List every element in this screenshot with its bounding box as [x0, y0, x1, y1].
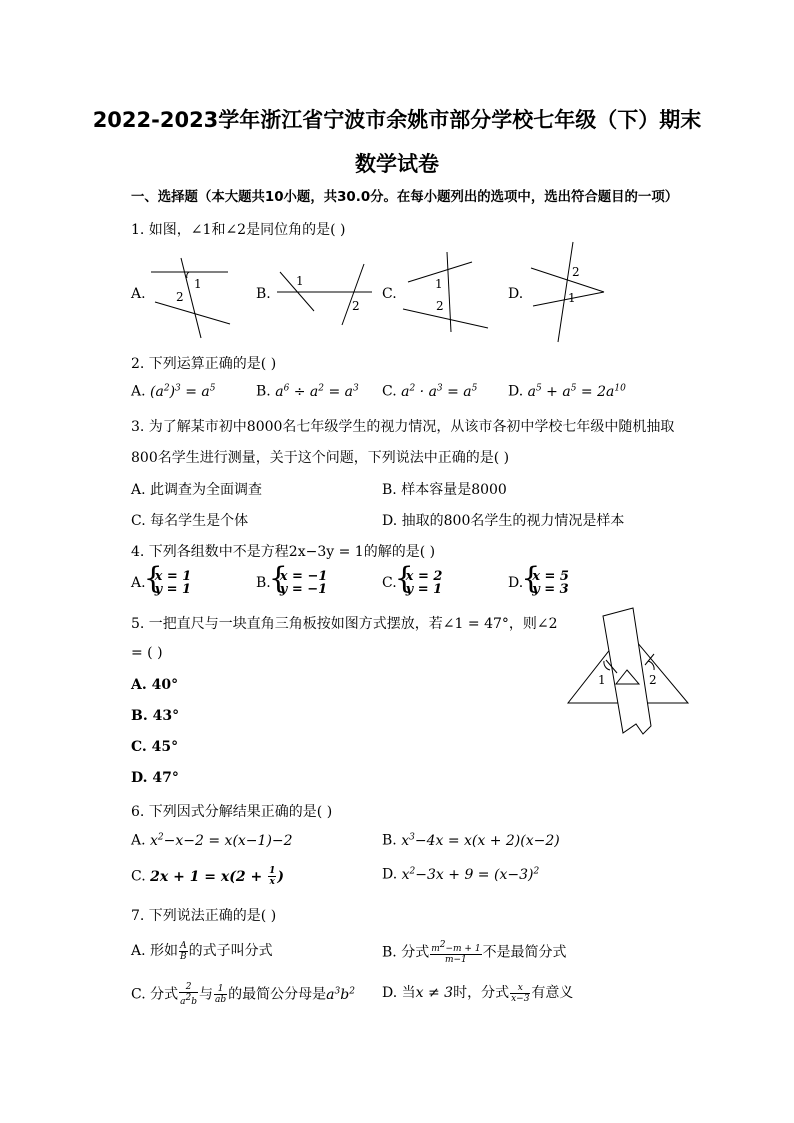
q5-figure [566, 606, 692, 738]
q1-option-b: B. [256, 286, 271, 302]
q1b-angle-2: 2 [352, 299, 360, 313]
q7-option-a: A. 形如 $\frac{A}{B}$ 的式子叫分式 [131, 940, 273, 962]
q5-stem-line-1: 5. 一把直尺与一块直角三角板按如图方式摆放，若∠1 = 47°，则∠2 [131, 616, 558, 632]
q1b-angle-1: 1 [296, 274, 304, 288]
q5-angle-2: 2 [649, 673, 657, 687]
q6-option-d: D. $x^2-3x + 9 = (x-3)^2$ [382, 866, 540, 883]
q4-stem: 4. 下列各组数中不是方程2x−3y = 1的解的是( ) [131, 544, 436, 560]
q2-option-d: D. $a^5 + a^5 = 2a^{10}$ [508, 383, 626, 400]
q3-option-c: C. 每名学生是个体 [131, 513, 249, 529]
q5-option-b: B. 43° [131, 708, 180, 724]
q6-option-c: C. 2x + 1 = x(2 + $\frac{1}{x}$ ) [131, 866, 284, 887]
q6-option-a: A. $x^2-x-2 = x(x-1)-2$ [131, 832, 293, 849]
q6-option-b: B. $x^3-4x = x(x + 2)(x-2)$ [382, 832, 560, 849]
q7-stem: 7. 下列说法正确的是( ) [131, 908, 277, 924]
q1-figure-d [530, 242, 606, 342]
q1-figure-b [274, 263, 374, 329]
q7-option-c: C. 分式 $\frac{2}{a^2b}$ 与 $\frac{1}{ab}$ 的最简公分母是$a^3b^2$ [131, 982, 355, 1007]
q5-option-a: A. 40° [131, 677, 179, 693]
q1a-angle-2: 2 [176, 290, 184, 304]
q1c-angle-1: 1 [435, 277, 443, 291]
q4-option-a: A.{ x = 1 y = 1 [131, 570, 191, 596]
q5-option-c: C. 45° [131, 739, 179, 755]
q1d-angle-2: 2 [572, 265, 580, 279]
title-line-2: 数学试卷 [355, 152, 439, 176]
q1-figure-c [402, 252, 492, 332]
q1-figure-a [148, 258, 230, 340]
q7-option-d: D. 当x ≠ 3时，分式 $\frac{x}{x-3}$ 有意义 [382, 982, 574, 1004]
q4-option-b: B.{ x = −1 y = −1 [256, 570, 327, 596]
q4-option-d: D.{ x = 5 y = 3 [508, 570, 569, 596]
q1c-angle-2: 2 [436, 299, 444, 313]
q3-option-d: D. 抽取的800名学生的视力情况是样本 [382, 513, 625, 529]
q3-stem-line-2: 800名学生进行测量，关于这个问题，下列说法中正确的是( ) [131, 450, 510, 466]
q1d-angle-1: 1 [568, 291, 576, 305]
q1-option-c: C. [382, 286, 397, 302]
q2-option-a: A. $(a^2)^3 = a^5$ [131, 383, 216, 400]
q5-stem-line-2: = ( ) [131, 645, 163, 661]
q1a-angle-1: 1 [194, 277, 202, 291]
q2-stem: 2. 下列运算正确的是( ) [131, 356, 277, 372]
q5-option-d: D. 47° [131, 770, 179, 786]
title-line-1: 2022-2023学年浙江省宁波市余姚市部分学校七年级（下）期末 [92, 108, 702, 132]
q1-stem: 1. 如图，∠1和∠2是同位角的是( ) [131, 222, 346, 238]
q2-option-b: B. $a^6 \div a^2 = a^3$ [256, 383, 359, 400]
q1-option-a: A. [131, 286, 146, 302]
q1-option-d: D. [508, 286, 524, 302]
q4-option-c: C.{ x = 2 y = 1 [382, 570, 442, 596]
q5-angle-1: 1 [598, 673, 606, 687]
q7-option-b: B. 分式 $\frac{m^2-m + 1}{m-1}$ 不是最简分式 [382, 940, 567, 965]
q3-option-a: A. 此调查为全面调查 [131, 482, 263, 498]
q3-option-b: B. 样本容量是8000 [382, 482, 507, 498]
q2-option-c: C. $a^2 \cdot a^3 = a^5$ [382, 383, 478, 400]
q6-stem: 6. 下列因式分解结果正确的是( ) [131, 804, 333, 820]
q3-stem-line-1: 3. 为了解某市初中8000名七年级学生的视力情况，从该市各初中学校七年级中随机抽取 [131, 419, 675, 435]
section-heading: 一、选择题（本大题共10小题，共30.0分。在每小题列出的选项中，选出符合题目的一项） [131, 190, 679, 205]
